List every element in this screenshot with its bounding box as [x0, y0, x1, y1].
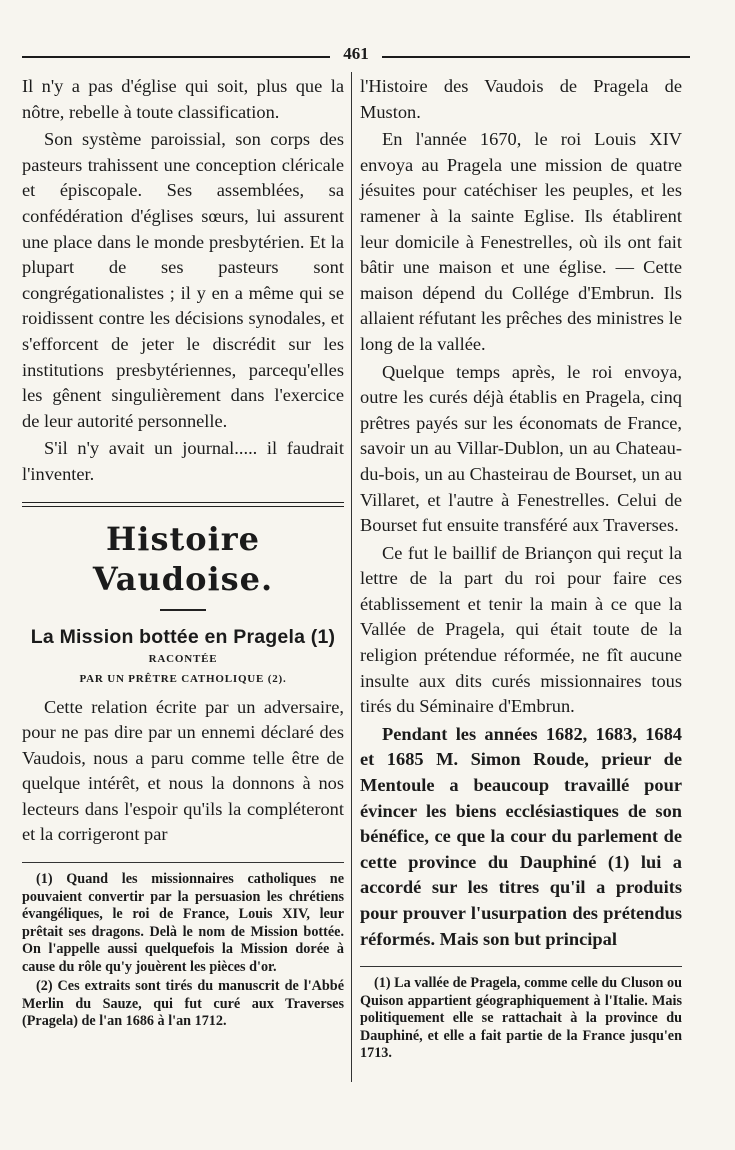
left-column: [22, 74, 344, 1031]
page-number: 461: [343, 44, 369, 63]
footnote-rule: [22, 862, 344, 863]
footnote: (2) Ces extraits sont tirés du manuscrit de l'Abbé Merlin du Sauze, qui fut curé aux Traverses (Pragela) de l'an 1686 à l'an 1712.: [22, 978, 344, 1030]
footnote: (1) La vallée de Pragela, comme celle du Cluson ou Quison appartient géographiquement à l'Italie. Mais politiquement elle se rattachait à la province du Dauphiné, et elle a fait partie de la France jusqu'en 1713.: [360, 975, 682, 1062]
paragraph: S'il n'y avait un journal..... il faudrait l'inventer.: [22, 438, 344, 484]
paragraph: Ce fut le baillif de Briançon qui reçut la lettre de la part du roi pour faire ces établissement et tenir la main à ce que la Vallée de Pragela, qui était toute de la religion prétendue réformée, ne fît aucune insulte aux dits curés missionnaires tous tirés du Séminaire d'Embrun.: [360, 542, 682, 717]
title-rule: [160, 609, 206, 611]
header-rule-left: [22, 56, 330, 58]
paragraph: Il n'y a pas d'église qui soit, plus que la nôtre, rebelle à toute classification.: [22, 76, 344, 122]
section-divider: [22, 502, 344, 507]
right-column: [360, 74, 682, 1063]
paragraph: Pendant les années 1682, 1683, 1684 et 1685 M. Simon Roude, prieur de Mentoule a beaucoup travaillé pour évincer les biens ecclésiastiques de son bénéfice, ce que la cour du parlement de cette province du Dauphiné (1) lui a accordé sur les titres qu'il a produits pour prouver l'usurpation des prétendus réformés. Mais son but principal: [360, 723, 682, 949]
header-rule-right: [382, 56, 690, 58]
article-byline: PAR UN PRÊTRE CATHOLIQUE (2).: [79, 672, 287, 685]
footnote: (1) Quand les missionnaires catholiques ne pouvaient convertir par la persuasion les chrétiens évangéliques, le roi de France, Louis XIV, leur prêtait ses dragons. Delà le nom de Mission bottée. On l'appelle aussi quelquefois la Mission dorée à cause du rôle qu'y jouèrent les pièces d'or.: [22, 871, 344, 975]
section-masthead: Histoire Vaudoise.: [92, 519, 274, 598]
column-divider: [351, 72, 352, 1082]
footnote-rule: [360, 966, 682, 967]
page-header: [22, 44, 690, 68]
paragraph: l'Histoire des Vaudois de Pragela de Muston.: [360, 76, 682, 122]
article-title: La Mission bottée en Pragela (1): [30, 625, 336, 648]
article-subtitle: RACONTÉE: [148, 652, 218, 665]
paragraph: Quelque temps après, le roi envoya, outre les curés déjà établis en Pragela, cinq prêtres payés sur les économats de France, savoir un au Villar-Dublon, un au Chateau-du-bois, un au Chasteirau de Bourset, un au Villaret, et l'autre à Fenestrelles. Celui de Bourset fut ensuite transféré aux Traverses.: [360, 361, 682, 536]
paragraph: Son système paroissial, son corps des pasteurs trahissent une conception cléricale et épiscopale. Ses assemblées, sa confédération d'églises sœurs, lui assurent une place dans le monde presbytérien. Et la plupart de ses pasteurs sont congrégationalistes ; il y en a même qui se roidissent contre les décisions synodales, et s'efforcent de jeter le discrédit sur les institutions presbytériennes, parcequ'elles les gênent singulièrement dans l'exercice de leur autorité personnelle.: [22, 129, 344, 431]
paragraph: Cette relation écrite par un adversaire, pour ne pas dire par un ennemi déclaré des Vaudois, nous a paru comme telle être de quelque intérêt, et nous la donnons à nos lecteurs dans l'espoir qu'ils la compléteront et la corrigeront par: [22, 696, 344, 845]
paragraph: En l'année 1670, le roi Louis XIV envoya au Pragela une mission de quatre jésuites pour catéchiser les peuples, et les ramener à la sainte Eglise. Ils établirent leur domicile à Fenestrelles, où ils ont fait bâtir une maison et une église. — Cette maison dépend du Collége d'Embrun. Ils allaient réfutant les prêches des ministres le long de la vallée.: [360, 129, 682, 354]
